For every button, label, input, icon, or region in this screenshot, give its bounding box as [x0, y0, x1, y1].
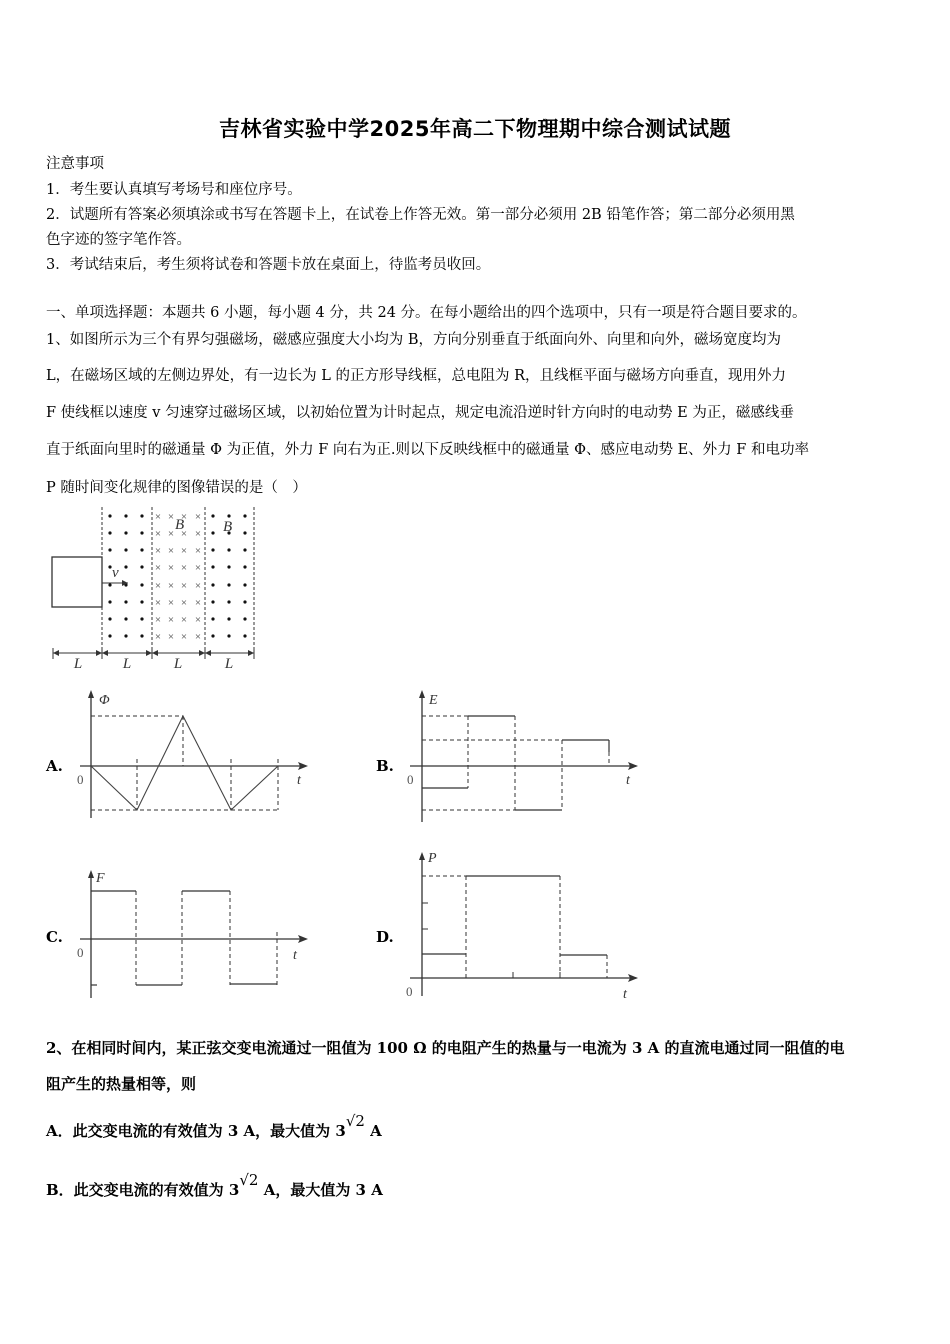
question-1-text: 直于纸面向里时的磁通量 Φ 为正值，外力 F 向右为正.则以下反映线框中的磁通量 Φ、感应电动势 E、外力 F 和电功率 [46, 442, 809, 458]
option-b-unit: A，最大值为 3 A [263, 1181, 383, 1199]
svg-text:t: t [293, 948, 297, 963]
svg-text:×: × [194, 511, 202, 523]
svg-text:t: t [623, 987, 627, 1001]
svg-text:×: × [180, 631, 188, 643]
svg-text:×: × [154, 511, 162, 523]
svg-text:×: × [194, 528, 202, 540]
question-1-text: F 使线框以速度 v 匀速穿过磁场区域，以初始位置为计时起点，规定电流沿逆时针方向时的电动势 E 为正，磁感线垂 [46, 405, 794, 421]
section-heading: 一、单项选择题：本题共 6 小题，每小题 4 分，共 24 分。在每小题给出的四个选项中，只有一项是符合题目要求的。 [46, 305, 807, 321]
svg-text:L: L [122, 656, 132, 672]
svg-text:×: × [194, 614, 202, 626]
page-title: 吉林省实验中学2025年高二下物理期中综合测试试题 [219, 117, 731, 141]
notice-item: 色字迹的签字笔作答。 [46, 232, 191, 248]
svg-text:×: × [167, 511, 175, 523]
question-2-text: 阻产生的热量相等，则 [46, 1075, 197, 1093]
sqrt-symbol: √2 [345, 1112, 365, 1130]
svg-text:×: × [194, 562, 202, 574]
svg-text:Φ: Φ [99, 693, 110, 708]
option-a-graph [70, 688, 320, 823]
svg-text:×: × [154, 597, 162, 609]
svg-text:×: × [167, 580, 175, 592]
option-a-unit: A [370, 1122, 382, 1140]
svg-text:t: t [297, 773, 301, 788]
notice-item: 3．考试结束后，考生须将试卷和答题卡放在桌面上，待监考员收回。 [46, 257, 491, 273]
option-a-label: A. [46, 757, 63, 775]
svg-text:0: 0 [77, 945, 84, 960]
magnetic-field-figure [40, 505, 270, 675]
option-b-label: B. [376, 757, 394, 775]
svg-text:0: 0 [407, 772, 414, 787]
svg-text:L: L [224, 656, 234, 672]
svg-text:E: E [429, 693, 438, 708]
option-d-label: D. [376, 928, 394, 946]
option-c-label: C. [46, 928, 63, 946]
svg-text:L: L [173, 656, 183, 672]
notice-item: 1．考生要认真填写考场号和座位序号。 [46, 182, 302, 198]
svg-text:×: × [180, 545, 188, 557]
question-1-text: P 随时间变化规律的图像错误的是（ ） [46, 480, 307, 496]
svg-text:t: t [626, 773, 630, 788]
svg-text:×: × [194, 580, 202, 592]
option-c-graph [70, 866, 320, 1001]
svg-text:P: P [428, 851, 437, 866]
svg-text:×: × [194, 597, 202, 609]
svg-text:×: × [180, 562, 188, 574]
svg-text:×: × [167, 597, 175, 609]
svg-text:×: × [154, 580, 162, 592]
svg-text:×: × [167, 545, 175, 557]
svg-text:×: × [180, 614, 188, 626]
svg-text:×: × [194, 545, 202, 557]
option-b-graph [400, 688, 650, 823]
svg-text:L: L [73, 656, 83, 672]
question-1-text: 1、如图所示为三个有界匀强磁场，磁感应强度大小均为 B，方向分别垂直于纸面向外、向里和向外，磁场宽度均为 [46, 332, 781, 348]
svg-text:×: × [180, 511, 188, 523]
question-2-option-b [46, 1171, 383, 1200]
notice-heading: 注意事项 [46, 156, 104, 172]
question-1-text: L，在磁场区域的左侧边界处，有一边长为 L 的正方形导线框，总电阻为 R，且线框平面与磁场方向垂直，现用外力 [46, 368, 786, 384]
svg-text:×: × [194, 631, 202, 643]
svg-text:B: B [223, 519, 233, 535]
sqrt-symbol: √2 [239, 1171, 259, 1189]
question-2-option-a [46, 1112, 382, 1141]
svg-text:×: × [167, 528, 175, 540]
svg-text:B: B [175, 517, 185, 533]
option-d-graph [400, 846, 650, 1001]
svg-text:F: F [96, 871, 105, 886]
notice-item: 2．试题所有答案必须填涂或书写在答题卡上，在试卷上作答无效。第一部分必须用 2B 铅笔作答；第二部分必须用黑 [46, 207, 795, 223]
svg-text:×: × [180, 580, 188, 592]
svg-text:×: × [154, 562, 162, 574]
svg-text:×: × [167, 614, 175, 626]
svg-text:×: × [154, 631, 162, 643]
svg-text:v: v [112, 565, 119, 581]
svg-text:×: × [180, 528, 188, 540]
question-2-text: 2、在相同时间内，某正弦交变电流通过一阻值为 100 Ω 的电阻产生的热量与一电流为 3 A 的直流电通过同一阻值的电 [46, 1039, 845, 1057]
svg-text:×: × [180, 597, 188, 609]
svg-text:0: 0 [77, 772, 84, 787]
svg-text:×: × [154, 545, 162, 557]
svg-text:×: × [154, 614, 162, 626]
svg-text:0: 0 [406, 984, 413, 999]
svg-text:×: × [154, 528, 162, 540]
option-a-text: A．此交变电流的有效值为 3 A，最大值为 3 [46, 1122, 346, 1140]
svg-text:×: × [167, 631, 175, 643]
svg-text:×: × [167, 562, 175, 574]
option-b-text: B．此交变电流的有效值为 3 [46, 1181, 240, 1199]
